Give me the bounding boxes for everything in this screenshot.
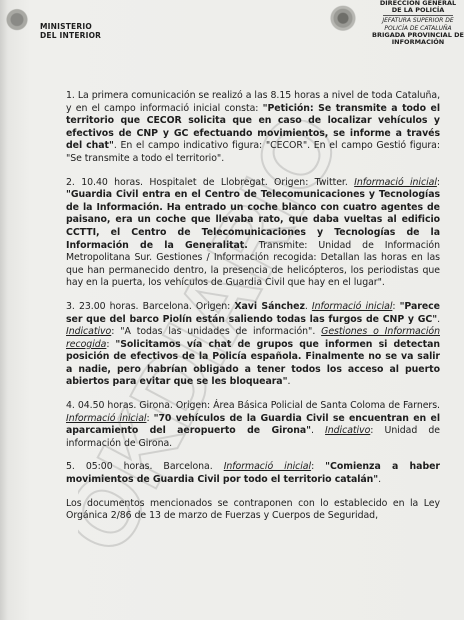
dg-line-1: DIRECCIÓN GENERAL [379, 0, 457, 7]
paragraph-4-segment: Indicativo [325, 425, 371, 437]
paragraph-3-segment: : [392, 300, 400, 312]
dg-line-3: JEFATURA SUPERIOR DE [382, 17, 454, 25]
police-badge-icon [328, 2, 358, 38]
paragraph-3-segment: 3. 23.00 horas. Barcelona. Origen: [66, 300, 235, 312]
police-header [328, 0, 464, 50]
dg-line-5: BRIGADA PROVINCIAL DE [372, 30, 464, 39]
paragraph-5-segment: Informació inicial [223, 461, 312, 473]
document-body [66, 90, 440, 534]
paragraph-5-segment: . [378, 474, 382, 486]
paragraph-2-segment: : [436, 176, 440, 188]
paragraph-3-segment: . [287, 376, 291, 388]
paragraph-5-segment: : [311, 461, 326, 473]
paragraph-3-segment: : [106, 338, 116, 350]
paragraph-3-segment: Xavi Sánchez [234, 300, 305, 312]
spain-coat-of-arms-icon [6, 6, 28, 40]
paragraph-1-segment: . En el campo indicativo figura: "CECOR". En el campo Gestió figura: "Se transmite a todo el territorio". [66, 140, 440, 164]
police-department [372, 0, 464, 46]
paragraph-3-segment: Informació inicial [311, 300, 393, 312]
paragraph-4-segment: . [310, 425, 326, 437]
paragraph-5 [66, 461, 440, 486]
paragraph-3 [66, 301, 440, 389]
paragraph-3-segment: : "A todas las unidades de información". [111, 326, 322, 338]
paragraph-4-segment: : Unidad de información de Girona. [66, 425, 441, 449]
paragraph-3-segment: . [437, 313, 440, 325]
paragraph-3-segment: Gestiones o Información recogida [66, 326, 440, 350]
ministry-header [6, 6, 126, 46]
paragraph-2 [66, 177, 440, 290]
paragraph-1-segment: "Petición: Se transmite a todo el territorio que CECOR solicita que en caso de localizar vehículos y efectivos de CNP y GC efectuando movimientos, se informe a través del chat" [66, 102, 440, 152]
paragraph-4-segment: Informació inicial [66, 412, 147, 424]
paragraph-3-segment: . [304, 300, 312, 312]
paragraph-4-segment: "70 vehículos de la Guardia Civil se encuentran en el aparcamiento del aeropuerto de Girona" [66, 412, 440, 437]
watermark-text: OKDIARIO [78, 120, 362, 570]
ministry-line-2: DEL INTERIOR [40, 31, 102, 40]
paragraph-5-segment: "Comienza a haber movimientos de Guardia Civil por todo el territorio catalán" [66, 461, 440, 486]
ministry-name [40, 22, 101, 40]
header-divider [383, 15, 453, 16]
paragraph-1 [66, 90, 440, 166]
dg-line-4: POLICÍA DE CATALUÑA [384, 24, 452, 32]
paragraph-4-segment: : [146, 412, 154, 424]
dg-line-6: INFORMACIÓN [391, 38, 445, 47]
paragraph-1-segment: 1. La primera comunicación se realizó a las 8.15 horas a nivel de toda Cataluña, y en el campo informació inicial consta: [66, 90, 440, 114]
paragraph-2-segment: 2. 10.40 horas. Hospitalet de Llobregat. Origen: Twitter. [66, 176, 355, 188]
paragraph-3-segment: "Solicitamos vía chat de grupos que informen si detectan posición de efectivos de la Policía española. Finalmente no se va salir a nadie, pero habrían obligado a tener todos los acceso al puerto abiertos para evitar que se les bloqueara" [66, 338, 440, 388]
dg-line-2: DE LA POLICÍA [391, 6, 445, 15]
paragraph-2-segment: Informació inicial [354, 176, 437, 188]
paragraph-3-segment: Indicativo [66, 326, 112, 338]
paragraph-6-segment: Los documentos mencionados se contraponen con lo establecido en la Ley Orgánica 2/86 de 13 de marzo de Fuerzas y Cuerpos de Seguridad, [66, 497, 440, 522]
paragraph-3-segment: "Parece ser que del barco Piolín están saliendo todas las furgos de CNP y GC" [66, 300, 440, 325]
paragraph-4-segment: 4. 04.50 horas. Girona. Origen: Área Básica Policial de Santa Coloma de Farners. [66, 400, 440, 412]
paragraph-4 [66, 400, 440, 450]
paragraph-6 [66, 498, 440, 523]
paragraph-2-segment: "Guardia Civil entra en el Centro de Telecomunicaciones y Tecnologías de la Información. Ha entrado un coche blanco con cuatro agentes de paisano, era un coche que llevaba rato, que daba vueltas al edificio CCTTI, el Centro de Telecomunicaciones y Tecnologías de la Información de la Generalitat. [66, 189, 440, 251]
ministry-line-1: MINISTERIO [40, 22, 92, 31]
paragraph-2-segment: Transmite: Unidad de Información Metropolitana Sur. Gestiones / Información recogida: Detallan las horas en las que han permanecido dentro, la presencia de helicópteros, los periodistas que hay en la puerta, los vehículos de Guardia Civil que hay en el lugar". [66, 239, 441, 289]
paragraph-5-segment: 5. 05:00 horas. Barcelona. [66, 461, 224, 473]
